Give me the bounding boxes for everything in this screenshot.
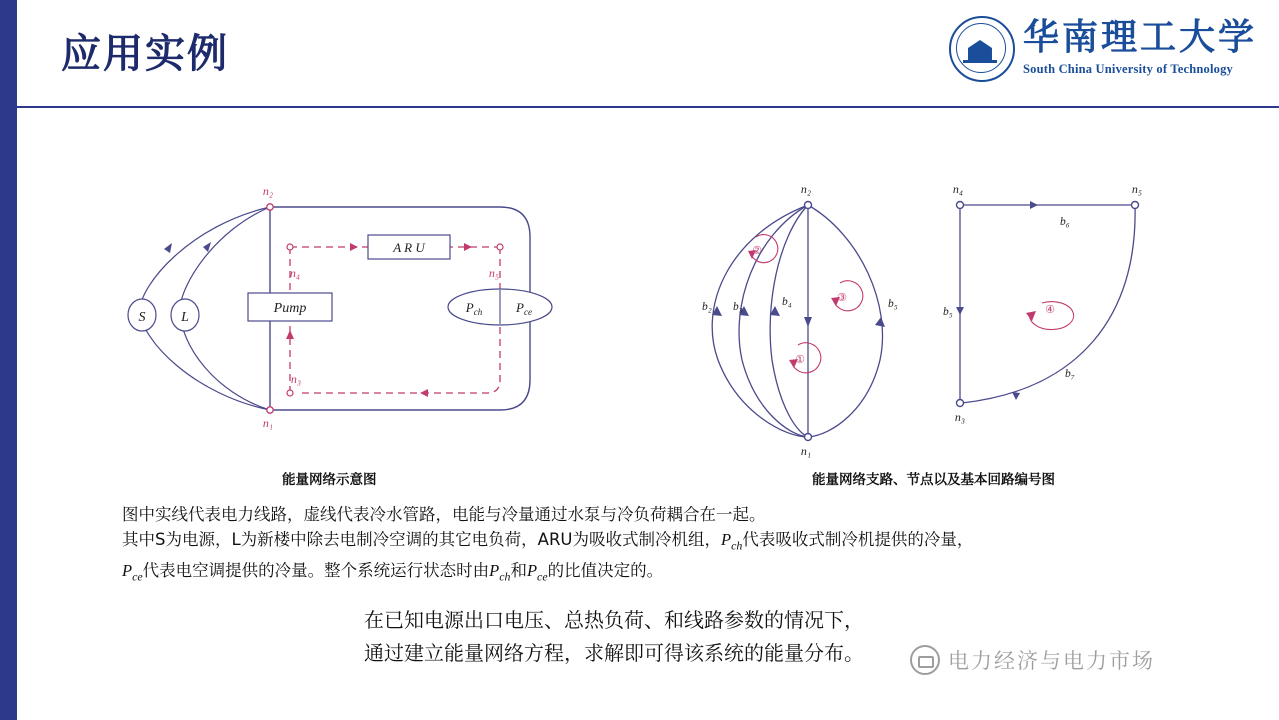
loop-1-label: ① xyxy=(795,354,805,366)
wechat-account-icon xyxy=(910,645,940,675)
header-divider xyxy=(17,106,1279,108)
node-n5-label: n₅ xyxy=(1131,182,1143,196)
node-n2-label: n₂ xyxy=(262,184,274,198)
description-line-3 xyxy=(122,558,1242,589)
block-aru-label: A R U xyxy=(393,240,425,255)
node-n4-label: n₄ xyxy=(289,266,301,280)
node-n3 xyxy=(957,400,964,407)
node-n3-label: n₃ xyxy=(954,410,966,424)
branch-b3-label: b₃ xyxy=(733,301,743,313)
block-pch-sub: ch xyxy=(473,307,483,317)
left-accent-bar xyxy=(0,0,17,720)
node-n1-label: n₁ xyxy=(800,444,812,458)
logo-name-cn: 华南理工大学 xyxy=(1022,16,1257,58)
node-n4 xyxy=(287,244,293,250)
node-n2-label: n₂ xyxy=(800,182,812,196)
description-line-3-b: 代表电空调提供的冷量。整个系统运行状态时由 xyxy=(142,561,490,581)
block-pch-label: P xyxy=(465,300,474,315)
branch-b5b-label: b₅ xyxy=(943,306,953,318)
node-n3 xyxy=(287,390,293,396)
university-logo xyxy=(949,14,1257,100)
node-n1 xyxy=(805,434,812,441)
description-line-3-f: 的比值决定的。 xyxy=(547,561,664,581)
branch-b2-label: b₂ xyxy=(702,301,712,313)
node-n5 xyxy=(497,244,503,250)
description-line-1: 图中实线代表电力线路，虚线代表冷水管路，电能与冷量通过水泵与冷负荷耦合在一起。 xyxy=(122,505,766,524)
symbol-pce-sub: ce xyxy=(132,569,143,584)
energy-network-schematic xyxy=(100,165,620,465)
node-n4-label: n₄ xyxy=(952,182,964,196)
watermark-text: 电力经济与电力市场 xyxy=(948,649,1155,673)
symbol-pch-2-sub: ch xyxy=(499,569,511,584)
node-n4 xyxy=(957,202,964,209)
node-source-S-label: S xyxy=(138,310,146,325)
loop-2-label: ② xyxy=(752,245,762,257)
symbol-pce-2-sub: ce xyxy=(537,569,548,584)
university-crest-icon xyxy=(949,16,1015,82)
node-n2 xyxy=(805,202,812,209)
description-line-2-c: 代表吸收式制冷机提供的冷量， xyxy=(742,530,974,549)
slide-header xyxy=(17,0,1279,108)
block-pce-label: P xyxy=(516,300,524,315)
node-n5 xyxy=(1132,202,1139,209)
page-title: 应用实例 xyxy=(61,31,229,77)
node-load-L-label: L xyxy=(181,310,189,325)
description-line-3-d: 和 xyxy=(510,561,527,581)
description-paragraph xyxy=(122,502,1242,590)
symbol-pch: P xyxy=(721,530,732,549)
symbol-pce-2: P xyxy=(526,561,538,581)
node-n1-label: n₁ xyxy=(262,416,274,430)
node-n1 xyxy=(267,407,273,413)
conclusion-line-2: 通过建立能量网络方程，求解即可得该系统的能量分布。 xyxy=(364,641,864,665)
block-pump-label: Pump xyxy=(273,301,307,316)
node-n2 xyxy=(267,204,273,210)
watermark xyxy=(910,645,1155,675)
branch-b6-label: b₆ xyxy=(1060,216,1070,228)
node-n3-label: n₃ xyxy=(290,372,302,386)
branch-node-loop-numbering-diagram xyxy=(660,165,1200,465)
symbol-pch-sub: ch xyxy=(731,538,743,553)
symbol-pch-2: P xyxy=(489,561,500,581)
caption-left-diagram: 能量网络示意图 xyxy=(282,472,377,488)
loop-3-label: ③ xyxy=(837,292,847,304)
logo-name-en: South China University of Technology xyxy=(1022,62,1234,76)
node-n5-label: n₅ xyxy=(488,266,500,280)
description-line-2 xyxy=(122,527,1242,558)
loop-4-label: ④ xyxy=(1045,304,1055,316)
caption-right-diagram: 能量网络支路、节点以及基本回路编号图 xyxy=(812,472,1055,488)
branch-b7-label: b₇ xyxy=(1065,368,1075,380)
block-pce-sub: ce xyxy=(523,307,532,317)
conclusion-line-1: 在已知电源出口电压、总热负荷、和线路参数的情况下， xyxy=(364,608,864,632)
description-line-2-a: 其中S为电源，L为新楼中除去电制冷空调的其它电负荷，ARU为吸收式制冷机组， xyxy=(122,530,721,549)
branch-b5-label: b₅ xyxy=(888,298,898,310)
branch-b4-label: b₄ xyxy=(782,296,792,308)
symbol-pce: P xyxy=(122,561,133,581)
